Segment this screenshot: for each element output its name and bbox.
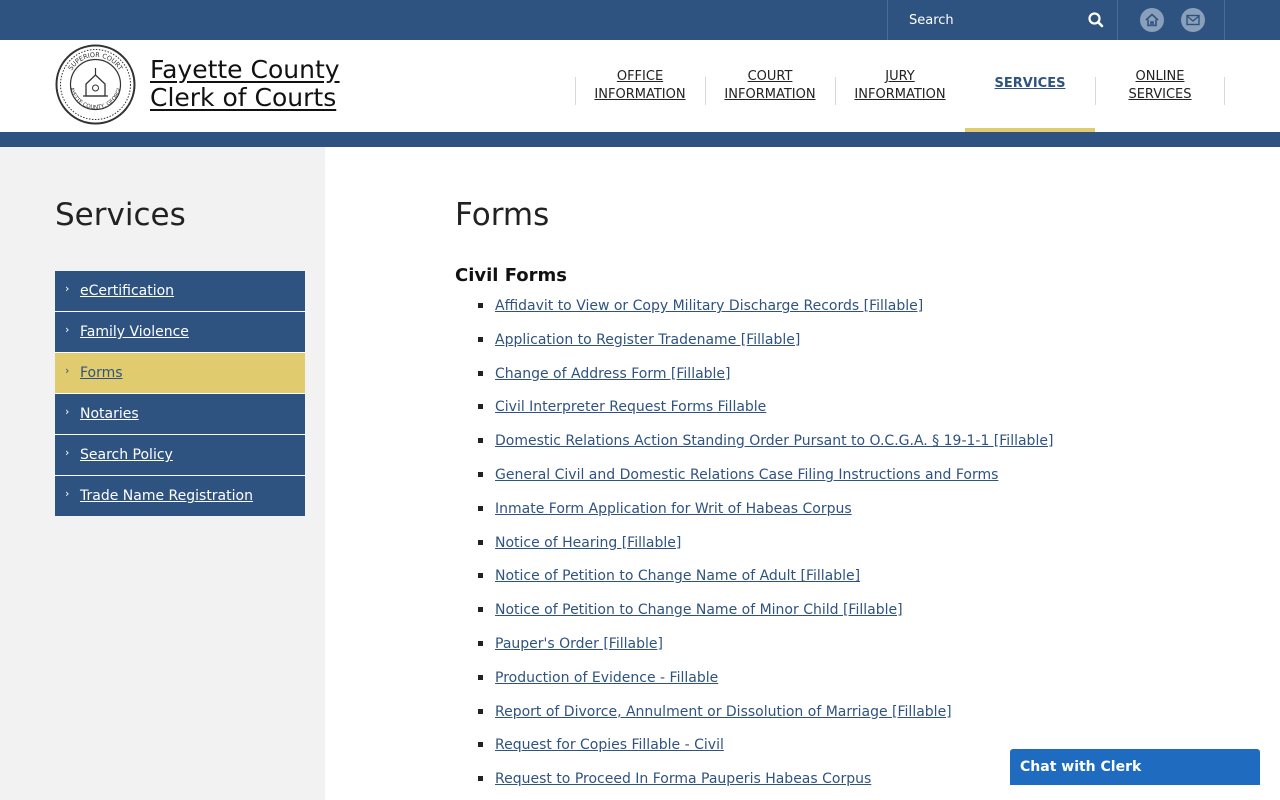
nav-item-jury-information: [835, 40, 965, 132]
list-item: [455, 599, 1235, 633]
sidebar-item-trade-name-registration[interactable]: [55, 476, 305, 516]
search-box: [887, 0, 1118, 40]
sidebar-link-forms[interactable]: Forms: [80, 365, 123, 381]
nav-item-court-information: [705, 40, 835, 132]
sidebar-item-notaries[interactable]: [55, 394, 305, 435]
list-item: [455, 430, 1235, 464]
form-link[interactable]: General Civil and Domestic Relations Case Filing Instructions and Forms: [495, 466, 999, 483]
list-item: [455, 295, 1235, 329]
sidebar-link-search-policy[interactable]: Search Policy: [80, 447, 173, 463]
nav-item-office-information: [575, 40, 705, 132]
sidebar-link-trade-name-registration[interactable]: Trade Name Registration: [80, 488, 253, 504]
chevron-right-icon: ›: [65, 405, 70, 418]
sidebar-link-family-violence[interactable]: Family Violence: [80, 324, 189, 340]
form-link[interactable]: Inmate Form Application for Writ of Habeas Corpus: [495, 500, 852, 517]
chat-with-clerk-button[interactable]: Chat with Clerk: [1010, 749, 1260, 785]
nav-link-office-information[interactable]: OFFICE INFORMATION: [594, 69, 686, 102]
section-title-civil-forms: Civil Forms: [455, 265, 567, 286]
nav-link-court-information[interactable]: COURT INFORMATION: [724, 69, 816, 102]
list-item: [455, 329, 1235, 363]
site-title-line2: Clerk of Courts: [150, 83, 337, 112]
home-icon[interactable]: [1140, 8, 1164, 32]
search-input[interactable]: [888, 0, 1078, 40]
site-header: [0, 40, 1280, 132]
list-item: [455, 633, 1235, 667]
sidebar-link-notaries[interactable]: Notaries: [80, 406, 139, 422]
top-icons: [1118, 0, 1225, 40]
sidebar-item-ecertification[interactable]: [55, 271, 305, 312]
form-link[interactable]: Affidavit to View or Copy Military Discharge Records [Fillable]: [495, 298, 924, 314]
nav-item-services: [965, 40, 1095, 132]
sidebar: [0, 147, 325, 800]
list-item: [455, 701, 1235, 735]
form-link[interactable]: Change of Address Form [Fillable]: [495, 365, 731, 382]
sidebar-item-forms[interactable]: [55, 353, 305, 394]
form-link[interactable]: Report of Divorce, Annulment or Dissolution of Marriage [Fillable]: [495, 703, 952, 720]
form-link[interactable]: Application to Register Tradename [Fillable]: [495, 331, 801, 348]
sidebar-item-search-policy[interactable]: [55, 435, 305, 476]
chevron-right-icon: ›: [65, 364, 70, 377]
mail-icon[interactable]: [1181, 8, 1205, 32]
form-link[interactable]: Request to Proceed In Forma Pauperis Habeas Corpus: [495, 771, 872, 788]
county-seal-logo[interactable]: [55, 44, 136, 125]
nav-link-online-services[interactable]: ONLINE SERVICES: [1128, 69, 1192, 102]
list-item: [455, 464, 1235, 498]
list-item: [455, 565, 1235, 599]
form-link[interactable]: Notice of Petition to Change Name of Minor Child [Fillable]: [495, 602, 903, 619]
nav-link-services[interactable]: SERVICES: [994, 76, 1066, 91]
form-link[interactable]: Pauper's Order [Fillable]: [495, 635, 663, 652]
form-link[interactable]: Notice of Hearing [Fillable]: [495, 534, 682, 551]
chevron-right-icon: ›: [65, 446, 70, 459]
top-bar: [0, 0, 1280, 40]
list-item: [455, 396, 1235, 430]
svg-text:FAYETTE COUNTY, GEORGIA: AYETTE COUNTY, GEORGI: [67, 86, 123, 111]
list-item: [455, 498, 1235, 532]
page-title: Forms: [455, 197, 550, 233]
site-title-line1: Fayette County: [150, 55, 340, 84]
nav-link-jury-information[interactable]: JURY INFORMATION: [854, 69, 946, 102]
search-icon[interactable]: [1087, 11, 1105, 29]
chevron-right-icon: ›: [65, 282, 70, 295]
sidebar-menu: [55, 271, 305, 516]
form-link[interactable]: Civil Interpreter Request Forms Fillable: [495, 399, 767, 416]
form-link[interactable]: Request for Copies Fillable - Civil: [495, 737, 724, 754]
chevron-right-icon: ›: [65, 323, 70, 336]
header-strip: [0, 132, 1280, 147]
list-item: [455, 667, 1235, 701]
sidebar-link-ecertification[interactable]: eCertification: [80, 283, 175, 299]
svg-text:SUPERIOR COURT: SUPERIOR COURT: [66, 50, 125, 72]
forms-list: [455, 295, 1235, 800]
form-link[interactable]: Domestic Relations Action Standing Order Pursant to O.C.G.A. § 19-1-1 [Fillable]: [495, 433, 1054, 450]
sidebar-item-family-violence[interactable]: [55, 312, 305, 353]
site-title-link[interactable]: [150, 56, 340, 112]
sidebar-title: Services: [55, 197, 186, 233]
list-item: [455, 532, 1235, 566]
form-link[interactable]: Production of Evidence - Fillable: [495, 669, 719, 686]
list-item: [455, 363, 1235, 397]
nav-item-online-services: [1095, 40, 1225, 132]
form-link[interactable]: Notice of Petition to Change Name of Adult [Fillable]: [495, 568, 861, 585]
main-nav: [575, 40, 1225, 132]
chevron-right-icon: ›: [65, 487, 70, 500]
